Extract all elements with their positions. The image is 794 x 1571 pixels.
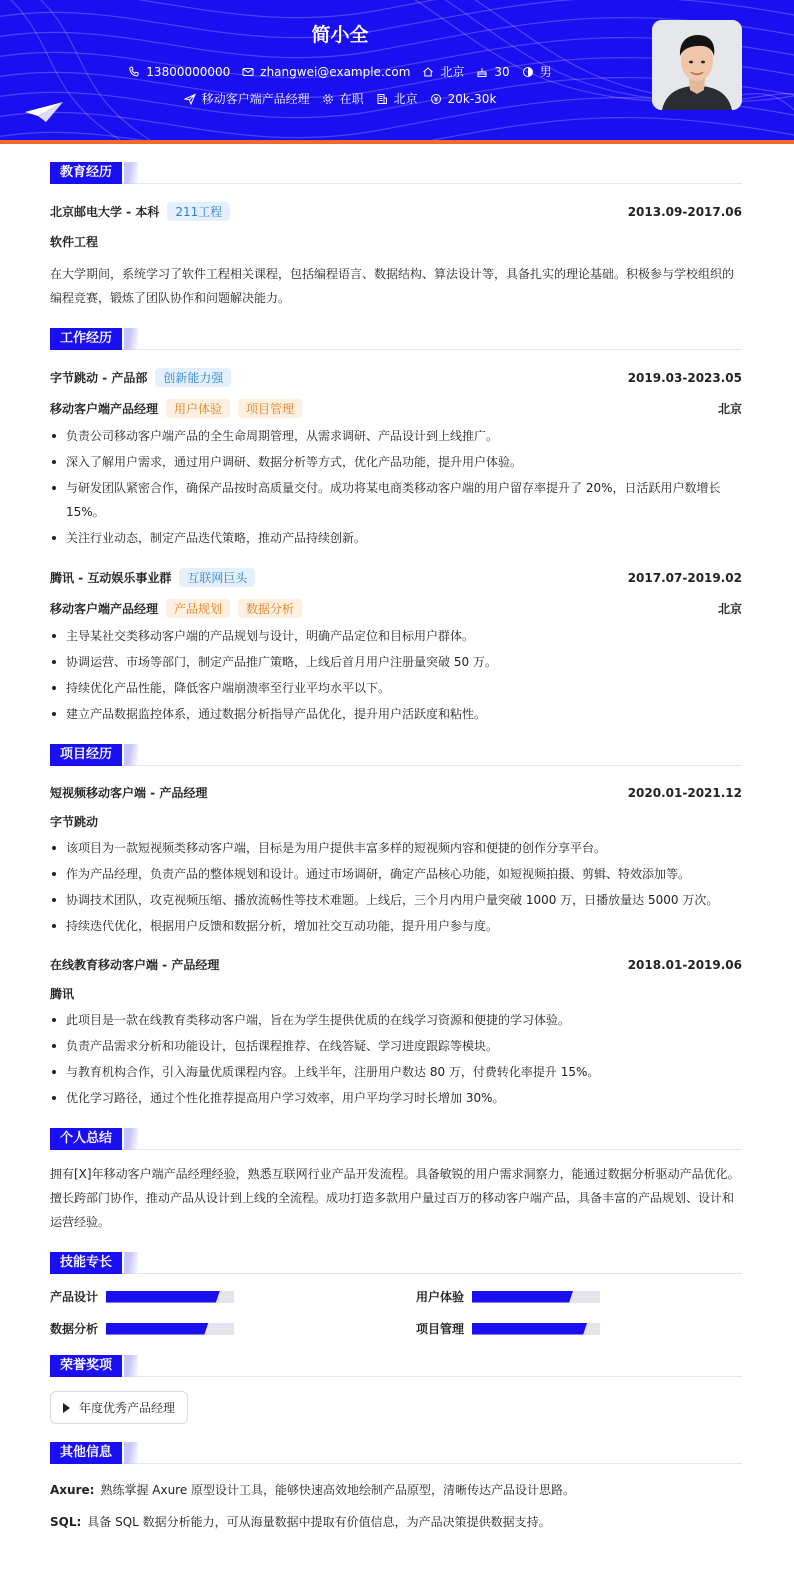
skills-grid: [50, 1288, 742, 1337]
section-title-work: 工作经历: [50, 328, 122, 350]
education-major-row: [50, 233, 742, 250]
work-head: [50, 368, 742, 387]
skill-name: 项目管理: [416, 1322, 465, 1336]
project-company-row: [50, 813, 742, 830]
project-company-row: [50, 985, 742, 1002]
section-title-honors: 荣誉奖项: [50, 1355, 122, 1377]
skill-item: [416, 1288, 742, 1305]
position-text: 移动客户端产品经理: [201, 92, 310, 106]
list-item: 建立产品数据监控体系，通过数据分析指导产品优化，提升用户活跃度和粘性。: [50, 702, 742, 726]
section-work: [50, 328, 742, 350]
section-summary: [50, 1128, 742, 1150]
section-title-decoration: [124, 162, 138, 184]
project-company: 腾讯: [50, 987, 75, 1001]
project-company: 字节跳动: [50, 815, 99, 829]
skill-name: 用户体验: [416, 1290, 465, 1304]
project-date: 2020.01-2021.12: [627, 785, 742, 800]
section-skills: [50, 1252, 742, 1274]
gear-icon: [322, 93, 334, 105]
school-name: 北京邮电大学 - 本科: [50, 205, 160, 219]
cake-icon: [476, 66, 488, 78]
other-value: 熟练掌握 Axure 原型设计工具，能够快速高效地绘制产品原型，清晰传达产品设计思路。: [100, 1483, 576, 1497]
skill-item: [416, 1320, 742, 1337]
resume-body: [0, 162, 794, 1558]
skill-bar: [106, 1291, 234, 1303]
award-item[interactable]: [50, 1391, 188, 1424]
list-item: 与教育机构合作，引入海量优质课程内容。上线半年，注册用户数达 80 万，付费转化率提升 15%。: [50, 1060, 742, 1084]
work-date: 2017.07-2019.02: [627, 570, 742, 585]
home-icon: [422, 66, 434, 78]
section-title-decoration: [124, 1355, 138, 1377]
skill-bar: [472, 1323, 600, 1335]
list-item: 优化学习路径，通过个性化推荐提高用户学习效率，用户平均学习时长增加 30%。: [50, 1086, 742, 1110]
education-description: 在大学期间，系统学习了软件工程相关课程，包括编程语言、数据结构、算法设计等，具备扎实的理论基础。积极参与学校组织的编程竞赛，锻炼了团队协作和问题解决能力。: [50, 267, 735, 305]
section-title-summary: 个人总结: [50, 1128, 122, 1150]
phone-icon: [128, 66, 140, 78]
phone-text: 13800000000: [146, 64, 231, 79]
work-bullets: [50, 424, 742, 550]
section-title-projects: 项目经历: [50, 744, 122, 766]
other-key: Axure:: [50, 1483, 95, 1497]
section-title-decoration: [124, 328, 138, 350]
list-item: 持续迭代优化，根据用户反馈和数据分析，增加社交互动功能，提升用户参与度。: [50, 914, 742, 938]
section-other: [50, 1442, 742, 1464]
resume-header: [0, 0, 794, 140]
project-bullets: [50, 836, 742, 938]
candidate-name: 简小全: [311, 24, 369, 46]
work-city: 北京: [717, 602, 742, 616]
section-title-skills: 技能专长: [50, 1252, 122, 1274]
list-item: 持续优化产品性能，降低客户端崩溃率至行业平均水平以下。: [50, 676, 742, 700]
role-tag: 项目管理: [238, 399, 302, 418]
work-company: 腾讯 - 互动娱乐事业群: [50, 571, 172, 585]
award-name: 年度优秀产品经理: [79, 1401, 176, 1415]
list-item: 与研发团队紧密合作，确保产品按时高质量交付。成功将某电商类移动客户端的用户留存率提升了 20%，日活跃用户数增长 15%。: [50, 476, 742, 524]
project-bullets: [50, 1008, 742, 1110]
summary-text: 拥有[X]年移动客户端产品经理经验，熟悉互联网行业产品开发流程。具备敏锐的用户需求洞察力，能通过数据分析驱动产品优化。擅长跨部门协作，推动产品从设计到上线的全流程。成功打造多款用户量过百万的移动客户端产品，具备丰富的产品规划、设计和运营经验。: [50, 1167, 740, 1229]
company-tag: 互联网巨头: [179, 568, 255, 587]
list-item: 协调技术团队，攻克视频压缩、播放流畅性等技术难题。上线后，三个月内用户量突破 1000 万，日播放量达 5000 万次。: [50, 888, 742, 912]
skill-item: [50, 1320, 376, 1337]
list-item: 深入了解用户需求，通过用户调研、数据分析等方式，优化产品功能，提升用户体验。: [50, 450, 742, 474]
paper-plane-icon: [24, 100, 64, 124]
avatar: [652, 20, 742, 110]
work-role-row: [50, 599, 742, 618]
skill-bar: [472, 1291, 600, 1303]
email-text: zhangwei@example.com: [260, 64, 411, 79]
school-tag: 211工程: [167, 202, 230, 221]
mail-icon: [242, 66, 254, 78]
position-info: [184, 90, 310, 107]
section-title-decoration: [124, 1252, 138, 1274]
work-city-info: [376, 90, 418, 107]
bottom-spacer: [50, 1534, 742, 1558]
city-text: 北京: [440, 65, 465, 79]
work-city: 北京: [717, 402, 742, 416]
list-item: 负责公司移动客户端产品的全生命周期管理，从需求调研、产品设计到上线推广。: [50, 424, 742, 448]
section-title-decoration: [124, 744, 138, 766]
header-accent-line: [0, 140, 794, 144]
section-honors: [50, 1355, 742, 1377]
skill-bar-fill: [472, 1323, 587, 1335]
section-title-other: 其他信息: [50, 1442, 122, 1464]
phone-info: [128, 65, 230, 79]
other-item: [50, 1510, 742, 1534]
city-info: [422, 63, 464, 80]
other-value: 具备 SQL 数据分析能力，可从海量数据中提取有价值信息，为产品决策提供数据支持。: [87, 1515, 551, 1529]
role-tag: 用户体验: [166, 399, 230, 418]
skill-name: 产品设计: [50, 1290, 99, 1304]
list-item: 作为产品经理，负责产品的整体规划和设计。通过市场调研，确定产品核心功能，如短视频拍摄、剪辑、特效添加等。: [50, 862, 742, 886]
age-info: [476, 65, 509, 79]
work-role: 移动客户端产品经理: [50, 602, 159, 616]
education-date: 2013.09-2017.06: [627, 204, 742, 219]
gender-info: [522, 63, 552, 80]
section-title-decoration: [124, 1128, 138, 1150]
work-role: 移动客户端产品经理: [50, 402, 159, 416]
work-city-text: 北京: [393, 92, 418, 106]
project-head: [50, 956, 742, 973]
work-date: 2019.03-2023.05: [627, 370, 742, 385]
work-head: [50, 568, 742, 587]
list-item: 该项目为一款短视频类移动客户端，目标是为用户提供丰富多样的短视频内容和便捷的创作分享平台。: [50, 836, 742, 860]
salary-info: [430, 92, 497, 106]
section-education: [50, 162, 742, 184]
gender-icon: [522, 66, 534, 78]
list-item: 负责产品需求分析和功能设计，包括课程推荐、在线答疑、学习进度跟踪等模块。: [50, 1034, 742, 1058]
job-row: [0, 90, 680, 107]
company-tag: 创新能力强: [155, 368, 231, 387]
skill-bar: [106, 1323, 234, 1335]
salary-text: 20k-30k: [447, 91, 497, 106]
project-name: 短视频移动客户端 - 产品经理: [50, 786, 208, 800]
education-head: [50, 202, 742, 221]
project-head: [50, 784, 742, 801]
send-icon: [184, 93, 196, 105]
list-item: 此项目是一款在线教育类移动客户端，旨在为学生提供优质的在线学习资源和便捷的学习体验。: [50, 1008, 742, 1032]
project-date: 2018.01-2019.06: [627, 957, 742, 972]
status-info: [322, 90, 364, 107]
role-tag: 产品规划: [166, 599, 230, 618]
other-item: [50, 1478, 742, 1502]
skill-bar-fill: [472, 1291, 573, 1303]
work-bullets: [50, 624, 742, 726]
list-item: 关注行业动态，制定产品迭代策略，推动产品持续创新。: [50, 526, 742, 550]
section-title-education: 教育经历: [50, 162, 122, 184]
avatar-illustration: [652, 20, 742, 110]
money-icon: [430, 93, 442, 105]
skill-name: 数据分析: [50, 1322, 99, 1336]
skill-item: [50, 1288, 376, 1305]
education-major: 软件工程: [50, 235, 99, 249]
section-title-decoration: [124, 1442, 138, 1464]
skill-bar-fill: [106, 1323, 208, 1335]
play-triangle-icon: [63, 1403, 70, 1413]
skill-bar-fill: [106, 1291, 220, 1303]
gender-text: 男: [539, 65, 552, 79]
list-item: 协调运营、市场等部门，制定产品推广策略，上线后首月用户注册量突破 50 万。: [50, 650, 742, 674]
building-icon: [376, 93, 388, 105]
work-role-row: [50, 399, 742, 418]
list-item: 主导某社交类移动客户端的产品规划与设计，明确产品定位和目标用户群体。: [50, 624, 742, 648]
email-info: [242, 65, 410, 79]
status-text: 在职: [339, 92, 364, 106]
contact-row: [0, 63, 680, 80]
other-key: SQL:: [50, 1515, 82, 1529]
section-projects: [50, 744, 742, 766]
age-text: 30: [494, 64, 510, 79]
role-tag: 数据分析: [238, 599, 302, 618]
work-company: 字节跳动 - 产品部: [50, 371, 148, 385]
project-name: 在线教育移动客户端 - 产品经理: [50, 958, 220, 972]
